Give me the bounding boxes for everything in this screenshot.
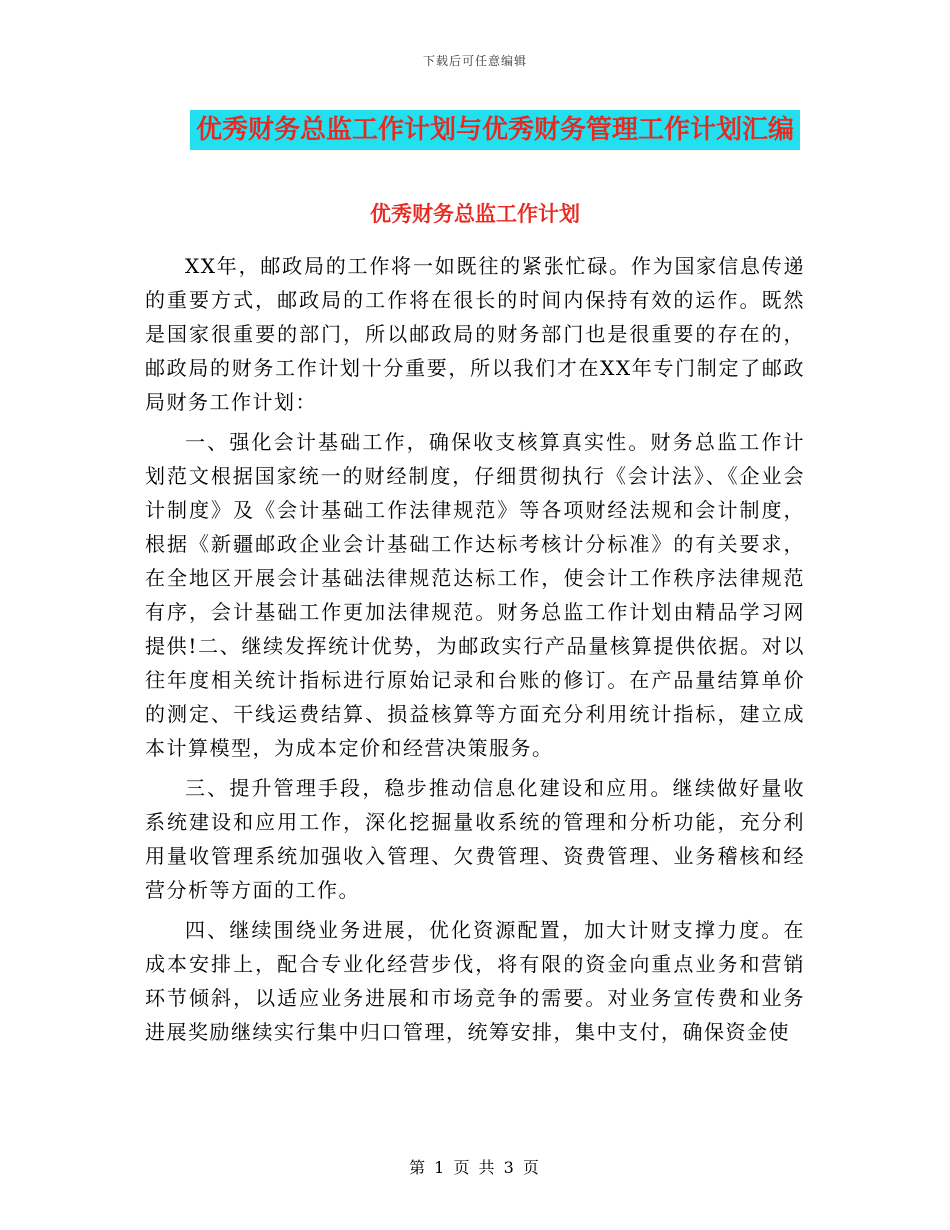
document-body (145, 249, 805, 1055)
page-indicator: 第 1 页 共 3 页 (409, 1158, 541, 1177)
paragraph-section-1-2: 一、强化会计基础工作，确保收支核算真实性。财务总监工作计划范文根据国家统一的财经制度，仔细贯彻执行《会计法》、《企业会计制度》及《会计基础工作法律规范》等各项财经法规和会计制度，根据《新疆邮政企业会计基础工作达标考核计分标准》的有关要求，在全地区开展会计基础法律规范达标工作，使会计工作秩序法律规范有序，会计基础工作更加法律规范。财务总监工作计划由精品学习网提供!二、继续发挥统计优势，为邮政实行产品量核算提供依据。对以往年度相关统计指标进行原始记录和台账的修订。在产品量结算单价的测定、干线运费结算、损益核算等方面充分利用统计指标，建立成本计算模型，为成本定价和经营决策服务。 (145, 430, 805, 760)
header-note: 下载后可任意编辑 (422, 54, 527, 68)
paragraph-intro: XX年，邮政局的工作将一如既往的紧张忙碌。作为国家信息传递的重要方式，邮政局的工作将在很长的时间内保持有效的运作。既然是国家很重要的部门，所以邮政局的财务部门也是很重要的存在的，邮政局的财务工作计划十分重要，所以我们才在XX年专门制定了邮政局财务工作计划： (145, 254, 805, 414)
main-title-highlight (190, 110, 800, 150)
section-title: 优秀财务总监工作计划 (370, 201, 580, 226)
paragraph-section-4: 四、继续围绕业务进展，优化资源配置，加大计财支撑力度。在成本安排上，配合专业化经营步伐，将有限的资金向重点业务和营销环节倾斜，以适应业务进展和市场竞争的需要。对业务宣传费和业务进展奖励继续实行集中归口管理，统筹安排，集中支付，确保资金使 (145, 918, 805, 1044)
paragraph-section-3: 三、提升管理手段，稳步推动信息化建设和应用。继续做好量收系统建设和应用工作，深化挖掘量收系统的管理和分析功能，充分利用量收管理系统加强收入管理、欠费管理、资费管理、业务稽核和经营分析等方面的工作。 (145, 776, 805, 902)
main-title: 优秀财务总监工作计划与优秀财务管理工作计划汇编 (195, 115, 794, 145)
